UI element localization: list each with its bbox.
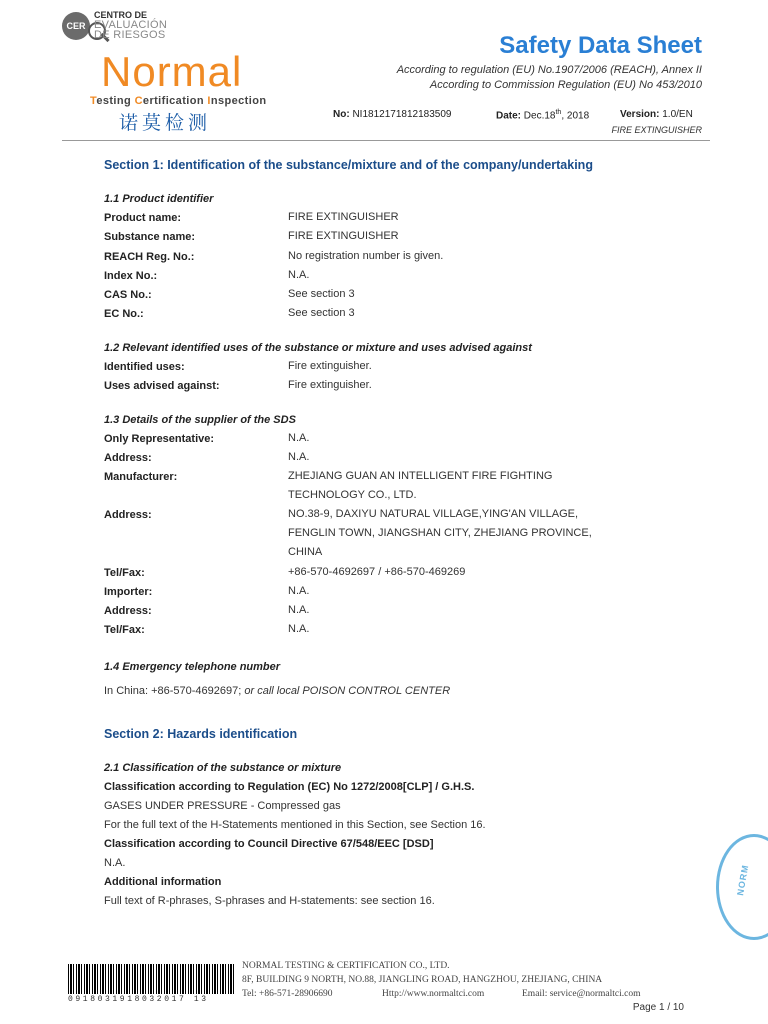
- field-label: Address:: [104, 605, 152, 617]
- tagline-letter-i: I: [207, 95, 211, 107]
- field-value: FIRE EXTINGUISHER: [288, 211, 399, 223]
- field-value: Fire extinguisher.: [288, 379, 372, 391]
- emergency-phone-text: [104, 685, 450, 697]
- document-version: [620, 109, 693, 120]
- subsection-1-1-heading: 1.1 Product identifier: [104, 193, 214, 205]
- field-value: FIRE EXTINGUISHER: [288, 230, 399, 242]
- document-number: [333, 109, 451, 120]
- document-date: [496, 109, 589, 121]
- normal-brand-logo: Normal: [101, 48, 243, 95]
- barcode: [68, 964, 236, 994]
- tagline-part-3: nspection: [210, 95, 267, 107]
- cer-evaluacion: EVALUACIÓN: [94, 19, 168, 31]
- doc-version-value: 1.0/EN: [662, 109, 693, 120]
- doc-no-value: NI1812171812183509: [352, 109, 452, 120]
- regulation-line-2: According to Commission Regulation (EU) No 453/2010: [429, 79, 702, 91]
- cer-centro: CENTRO DE: [94, 10, 148, 20]
- field-label: Substance name:: [104, 231, 196, 243]
- stamp-text: NORM: [735, 863, 751, 897]
- subsection-2-1-heading: 2.1 Classification of the substance or mixture: [104, 762, 342, 774]
- header-divider: [62, 140, 710, 141]
- subsection-1-2-heading: 1.2 Relevant identified uses of the substance or mixture and uses advised against: [104, 342, 532, 354]
- field-value: +86-570-4692697 / +86-570-469269: [288, 566, 466, 578]
- field-value: N.A.: [288, 451, 310, 463]
- doc-no-label: No:: [333, 109, 350, 120]
- field-label: Address:: [104, 509, 152, 521]
- tagline-letter-t: T: [90, 95, 97, 107]
- dsd-classification-value: N.A.: [104, 857, 126, 869]
- field-label: Index No.:: [104, 270, 158, 282]
- field-label: REACH Reg. No.:: [104, 251, 195, 263]
- cer-riesgos: DE RIESGOS: [94, 29, 166, 41]
- field-value: Fire extinguisher.: [288, 360, 372, 372]
- footer-website[interactable]: Http://www.normaltci.com: [382, 989, 485, 999]
- product-tag: FIRE EXTINGUISHER: [611, 125, 702, 135]
- footer-address: 8F, BUILDING 9 NORTH, NO.88, JIANGLING ROAD, HANGZHOU, ZHEJIANG, CHINA: [242, 975, 603, 985]
- field-value: N.A.: [288, 604, 310, 616]
- field-label: Tel/Fax:: [104, 567, 145, 579]
- field-label: Product name:: [104, 212, 182, 224]
- clp-classification-value: GASES UNDER PRESSURE - Compressed gas: [104, 800, 341, 812]
- additional-info-value: Full text of R-phrases, S-phrases and H-statements: see section 16.: [104, 895, 435, 907]
- field-value: See section 3: [288, 307, 355, 319]
- field-value: N.A.: [288, 269, 310, 281]
- doc-date-label: Date:: [496, 110, 522, 122]
- field-value: FENGLIN TOWN, JIANGSHAN CITY, ZHEJIANG PROVINCE,: [288, 527, 592, 539]
- doc-version-label: Version:: [620, 109, 660, 120]
- barcode-number: 0918031918032017 13: [68, 995, 209, 1004]
- doc-date-year: , 2018: [561, 110, 590, 122]
- clp-classification-label: Classification according to Regulation (EC) No 1272/2008[CLP] / G.H.S.: [104, 781, 475, 793]
- field-label: EC No.:: [104, 308, 144, 320]
- field-value: TECHNOLOGY CO., LTD.: [288, 489, 417, 501]
- field-value: ZHEJIANG GUAN AN INTELLIGENT FIRE FIGHTING: [288, 470, 553, 482]
- footer-company: NORMAL TESTING & CERTIFICATION CO., LTD.: [242, 961, 450, 971]
- certification-stamp: [716, 834, 768, 940]
- field-value: N.A.: [288, 585, 310, 597]
- cer-logo-badge: CER: [62, 12, 90, 40]
- emergency-phone-number: In China: +86-570-4692697;: [104, 685, 245, 697]
- field-label: Only Representative:: [104, 433, 215, 445]
- field-label: Identified uses:: [104, 361, 185, 373]
- field-label: Uses advised against:: [104, 380, 220, 392]
- field-value: N.A.: [288, 432, 310, 444]
- additional-info-label: Additional information: [104, 876, 222, 888]
- field-value: See section 3: [288, 288, 355, 300]
- tagline-part-2: ertification: [142, 95, 208, 107]
- doc-date-day: Dec.18: [523, 110, 556, 122]
- section-2-title: Section 2: Hazards identification: [104, 727, 298, 741]
- cer-logo-text: [94, 10, 184, 40]
- field-value: No registration number is given.: [288, 250, 444, 262]
- document-title: Safety Data Sheet: [499, 32, 702, 59]
- tagline-letter-c: C: [134, 95, 143, 107]
- brand-tagline: [90, 95, 266, 107]
- page-number: Page 1 / 10: [632, 1002, 684, 1013]
- field-label: CAS No.:: [104, 289, 152, 301]
- field-value: CHINA: [288, 546, 323, 558]
- field-label: Address:: [104, 452, 152, 464]
- footer-tel: Tel: +86-571-28906690: [242, 989, 333, 999]
- dsd-classification-label: Classification according to Council Directive 67/548/EEC [DSD]: [104, 838, 434, 850]
- tagline-part-1: esting: [96, 95, 135, 107]
- subsection-1-3-heading: 1.3 Details of the supplier of the SDS: [104, 414, 296, 426]
- brand-chinese-name: 诺莫检测: [119, 113, 212, 134]
- emergency-phone-alt: or call local POISON CONTROL CENTER: [244, 685, 451, 697]
- doc-date-suffix: th: [555, 109, 562, 116]
- clp-classification-note: For the full text of the H-Statements mentioned in this Section, see Section 16.: [104, 819, 486, 831]
- field-label: Tel/Fax:: [104, 624, 145, 636]
- field-label: Manufacturer:: [104, 471, 178, 483]
- regulation-line-1: According to regulation (EU) No.1907/2006 (REACH), Annex II: [396, 64, 702, 76]
- footer-email[interactable]: Email: service@normaltci.com: [522, 989, 641, 999]
- section-1-title: Section 1: Identification of the substance/mixture and of the company/undertaking: [104, 158, 593, 172]
- field-value: NO.38-9, DAXIYU NATURAL VILLAGE,YING'AN VILLAGE,: [288, 508, 579, 520]
- field-value: N.A.: [288, 623, 310, 635]
- subsection-1-4-heading: 1.4 Emergency telephone number: [104, 661, 281, 673]
- field-label: Importer:: [104, 586, 153, 598]
